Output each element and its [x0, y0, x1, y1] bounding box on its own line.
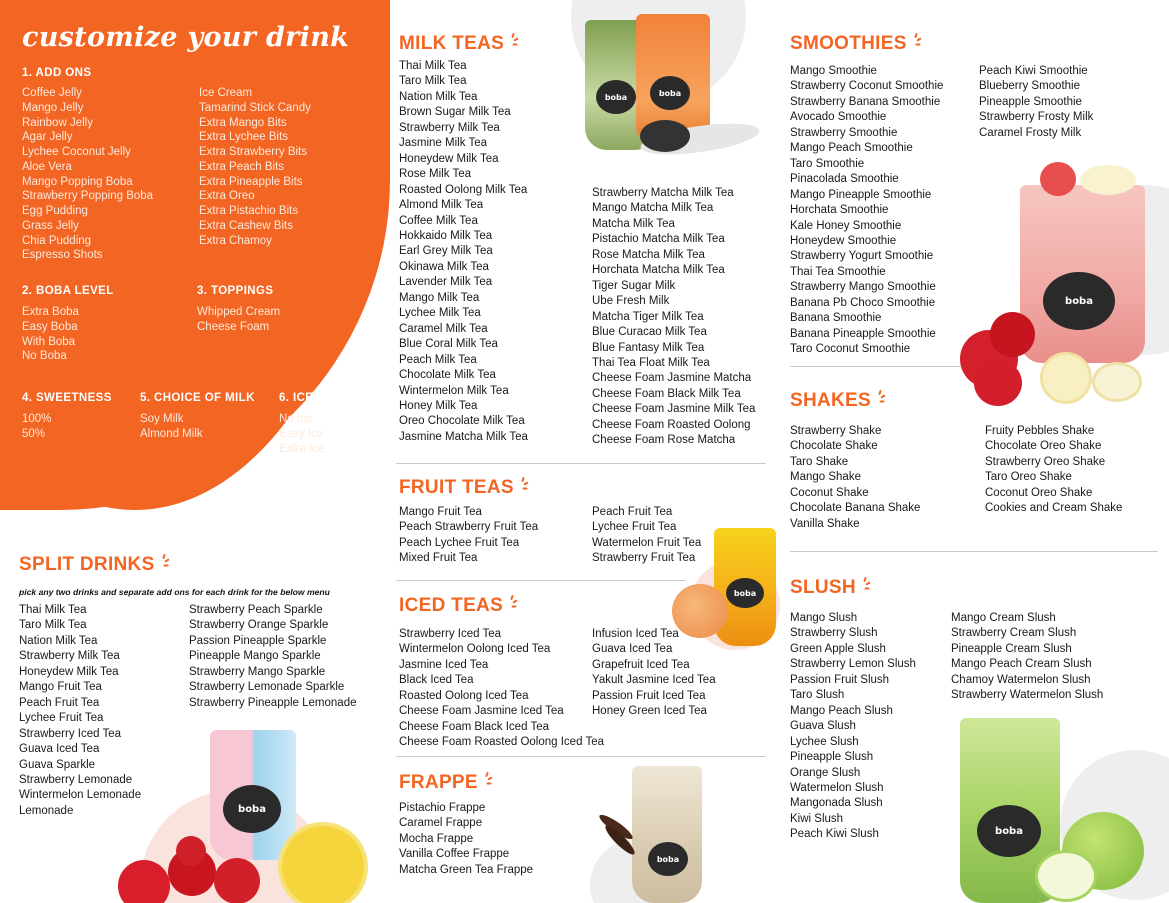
menu-item: Extra Oreo: [199, 190, 255, 203]
menu-item: Strawberry Smoothie: [790, 126, 898, 139]
menu-item: Extra Mango Bits: [199, 116, 287, 129]
menu-item: Nation Milk Tea: [19, 634, 98, 647]
add-ons-list-2: [199, 86, 311, 248]
menu-item: Tiger Sugar Milk: [592, 279, 676, 292]
menu-item: Soy Milk: [140, 413, 184, 425]
menu-item: Strawberry Yogurt Smoothie: [790, 250, 934, 263]
menu-item: Taro Milk Tea: [399, 75, 467, 88]
milk-teas-title: MILK TEAS: [399, 33, 505, 54]
apple-slice-photo: [1035, 850, 1097, 902]
menu-item: Matcha Green Tea Frappe: [399, 863, 534, 876]
menu-item: Mango Fruit Tea: [399, 506, 482, 518]
shakes-title: SHAKES: [790, 390, 871, 411]
split-drinks-heading: [19, 554, 169, 576]
strawberry-photo: [176, 836, 206, 866]
ice-list: [279, 412, 324, 456]
iced-teas-title: ICED TEAS: [399, 595, 504, 616]
menu-item: Strawberry Shake: [790, 425, 882, 437]
milk-teas-heading: [399, 33, 518, 55]
menu-item: Strawberry Lemonade: [19, 773, 133, 786]
menu-item: Extra Pistachio Bits: [199, 205, 299, 217]
milk-teas-list-1: [399, 59, 528, 445]
sparkle-icon: [858, 577, 870, 591]
menu-item: Blueberry Smoothie: [979, 80, 1080, 93]
slush-heading: [790, 577, 870, 599]
menu-item: Strawberry Orange Sparkle: [189, 619, 329, 632]
frappe-cup-photo: [632, 766, 702, 903]
iced-teas-list-1: [399, 627, 604, 751]
menu-item: Lemonade: [19, 804, 74, 817]
menu-item: Lychee Fruit Tea: [19, 712, 104, 725]
menu-item: Passion Fruit Iced Tea: [592, 689, 706, 702]
toppings-heading: 3. TOPPINGS: [197, 285, 274, 297]
boba-nation-logo: boba: [1043, 272, 1115, 330]
strawberry-photo: [118, 860, 170, 903]
menu-item: Thai Tea Float Milk Tea: [592, 356, 710, 369]
menu-item: Mango Smoothie: [790, 65, 877, 77]
boba-nation-logo: boba: [648, 842, 688, 876]
sweetness-heading: 4. SWEETNESS: [22, 392, 112, 404]
menu-item: Ube Fresh Milk: [592, 295, 670, 308]
smoothies-list-1: [790, 64, 943, 358]
menu-item: Mango Peach Smoothie: [790, 142, 913, 155]
menu-item: Chamoy Watermelon Slush: [951, 673, 1091, 686]
menu-item: Strawberry Oreo Shake: [985, 455, 1106, 468]
sparkle-icon: [157, 554, 169, 568]
menu-item: 50%: [22, 427, 46, 440]
menu-item: Taro Milk Tea: [19, 619, 87, 632]
menu-item: Caramel Frosty Milk: [979, 126, 1082, 139]
slush-title: SLUSH: [790, 577, 856, 598]
menu-item: Guava Iced Tea: [592, 643, 673, 656]
menu-item: Kale Honey Smoothie: [790, 219, 902, 232]
menu-item: Horchata Smoothie: [790, 204, 889, 217]
add-ons-heading: 1. ADD ONS: [22, 67, 92, 79]
menu-item: Peach Fruit Tea: [19, 696, 100, 709]
smoothies-heading: [790, 33, 921, 55]
menu-item: Taro Coconut Smoothie: [790, 343, 911, 356]
boba-nation-logo: boba: [596, 80, 636, 114]
menu-item: Vanilla Coffee Frappe: [399, 848, 510, 861]
boba-nation-logo: boba: [726, 578, 764, 608]
menu-item: Wintermelon Oolong Iced Tea: [399, 643, 551, 656]
menu-item: Avocado Smoothie: [790, 111, 887, 124]
menu-item: Peach Kiwi Smoothie: [979, 65, 1088, 77]
menu-item: Strawberry Slush: [790, 627, 878, 640]
menu-item: Taro Shake: [790, 455, 849, 468]
add-ons-list-1: [22, 86, 153, 263]
menu-item: Cheese Foam Roasted Oolong: [592, 418, 751, 431]
menu-item: Black Iced Tea: [399, 674, 474, 687]
section-divider: [396, 756, 766, 757]
frappe-heading: [399, 772, 492, 794]
menu-item: Vanilla Shake: [790, 517, 860, 530]
menu-item: Strawberry Mango Sparkle: [189, 665, 326, 678]
menu-item: Strawberry Milk Tea: [19, 650, 120, 663]
shakes-heading: [790, 390, 885, 412]
strawberry-photo: [214, 858, 260, 903]
shakes-list-2: [985, 424, 1122, 517]
menu-item: Pineapple Slush: [790, 751, 874, 764]
slush-list-1: [790, 611, 916, 843]
menu-item: Brown Sugar Milk Tea: [399, 106, 511, 119]
menu-item: Matcha Milk Tea: [592, 217, 675, 230]
menu-item: Rainbow Jelly: [22, 116, 93, 129]
menu-item: Almond Milk Tea: [399, 199, 484, 212]
menu-item: Wintermelon Milk Tea: [399, 384, 509, 397]
menu-item: Peach Strawberry Fruit Tea: [399, 521, 539, 534]
section-divider: [396, 580, 686, 581]
menu-item: Whipped Cream: [197, 306, 281, 318]
menu-item: Chocolate Oreo Shake: [985, 440, 1102, 453]
menu-item: Roasted Oolong Iced Tea: [399, 689, 529, 702]
menu-item: Peach Lychee Fruit Tea: [399, 536, 520, 549]
menu-item: Egg Pudding: [22, 205, 88, 217]
menu-item: Taro Slush: [790, 689, 845, 702]
menu-item: Peach Kiwi Slush: [790, 828, 879, 841]
menu-item: Caramel Milk Tea: [399, 322, 488, 335]
milk-choice-heading: 5. CHOICE OF MILK: [140, 392, 255, 404]
menu-item: Guava Iced Tea: [19, 743, 100, 756]
boba-nation-logo: boba: [223, 785, 281, 833]
menu-item: Jasmine Iced Tea: [399, 658, 489, 671]
menu-item: Strawberry Milk Tea: [399, 121, 500, 134]
menu-item: No Boba: [22, 350, 67, 363]
menu-item: Thai Milk Tea: [399, 60, 467, 72]
menu-item: Strawberry Lemonade Sparkle: [189, 681, 345, 694]
menu-item: Cheese Foam Black Milk Tea: [592, 387, 741, 400]
menu-item: Extra Lychee Bits: [199, 131, 289, 144]
menu-item: Honey Green Iced Tea: [592, 705, 707, 718]
menu-item: Pineapple Mango Sparkle: [189, 650, 321, 663]
strawberry-photo: [990, 312, 1035, 357]
boba-level-list: [22, 305, 79, 364]
menu-item: Wintermelon Lemonade: [19, 789, 142, 802]
menu-item: Pinacolada Smoothie: [790, 173, 899, 186]
menu-item: Mocha Frappe: [399, 832, 474, 845]
sparkle-icon: [909, 33, 921, 47]
milk-teas-list-2: [592, 186, 755, 449]
sweetness-list: [22, 412, 51, 442]
sparkle-icon: [480, 772, 492, 786]
menu-item: Extra Ice: [279, 442, 325, 455]
menu-item: Peach Fruit Tea: [592, 506, 673, 518]
menu-item: Strawberry Iced Tea: [19, 727, 122, 740]
menu-item: Easy Ice: [279, 427, 324, 440]
boba-nation-logo: boba: [977, 805, 1041, 857]
split-drinks-list-1: [19, 603, 141, 819]
menu-item: Chocolate Milk Tea: [399, 369, 496, 382]
menu-item: Hokkaido Milk Tea: [399, 229, 493, 242]
menu-item: Thai Milk Tea: [19, 604, 87, 616]
fruit-teas-list-2: [592, 505, 701, 567]
menu-item: Cheese Foam Jasmine Iced Tea: [399, 705, 564, 718]
menu-item: Green Apple Slush: [790, 642, 886, 655]
smoothies-list-2: [979, 64, 1093, 141]
menu-item: Mango Jelly: [22, 101, 84, 114]
boba-level-heading: 2. BOBA LEVEL: [22, 285, 114, 297]
menu-item: Lychee Coconut Jelly: [22, 146, 131, 158]
menu-item: Banana Smoothie: [790, 312, 882, 325]
menu-item: Espresso Shots: [22, 249, 103, 262]
menu-item: Tamarind Stick Candy: [199, 101, 311, 114]
menu-item: Infusion Iced Tea: [592, 628, 679, 640]
menu-item: Taro Smoothie: [790, 157, 865, 170]
menu-item: Grapefruit Iced Tea: [592, 658, 690, 671]
menu-item: Strawberry Pineapple Lemonade: [189, 696, 357, 709]
iced-teas-list-2: [592, 627, 716, 720]
menu-item: Cookies and Cream Shake: [985, 502, 1123, 515]
section-divider: [790, 551, 1158, 552]
fruit-teas-heading: [399, 477, 528, 499]
menu-item: Strawberry Iced Tea: [399, 628, 502, 640]
menu-item: Matcha Tiger Milk Tea: [592, 310, 704, 323]
menu-item: Strawberry Coconut Smoothie: [790, 80, 944, 93]
menu-item: Cheese Foam Jasmine Milk Tea: [592, 403, 756, 416]
toppings-list: [197, 305, 280, 335]
menu-item: Strawberry Peach Sparkle: [189, 604, 323, 616]
menu-item: Oreo Chocolate Milk Tea: [399, 415, 525, 428]
menu-item: Nation Milk Tea: [399, 90, 478, 103]
boba-pearls-photo: [640, 120, 690, 152]
split-drinks-list-2: [189, 603, 357, 711]
menu-item: Strawberry Frosty Milk: [979, 111, 1094, 124]
menu-item: Lychee Fruit Tea: [592, 521, 677, 534]
fruit-teas-title: FRUIT TEAS: [399, 477, 514, 498]
menu-item: Roasted Oolong Milk Tea: [399, 183, 528, 196]
menu-item: 100%: [22, 413, 52, 425]
menu-item: Strawberry Banana Smoothie: [790, 95, 941, 108]
menu-item: Cheese Foam Rose Matcha: [592, 434, 736, 447]
menu-item: Strawberry Lemon Slush: [790, 658, 916, 671]
menu-item: Extra Pineapple Bits: [199, 175, 303, 188]
milk-choice-list: [140, 412, 203, 442]
menu-item: Lavender Milk Tea: [399, 276, 493, 289]
split-drinks-note: pick any two drinks and separate add ons for each drink for the below menu: [19, 587, 330, 597]
menu-item: Mixed Fruit Tea: [399, 552, 478, 565]
iced-teas-heading: [399, 595, 517, 617]
menu-item: Jasmine Matcha Milk Tea: [399, 430, 528, 443]
menu-item: Aloe Vera: [22, 160, 72, 173]
menu-item: Extra Chamoy: [199, 234, 272, 247]
menu-item: Blue Coral Milk Tea: [399, 338, 498, 351]
menu-item: Mango Peach Slush: [790, 704, 893, 717]
menu-item: Extra Strawberry Bits: [199, 146, 307, 158]
menu-item: Strawberry Cream Slush: [951, 627, 1077, 640]
menu-item: Blue Curacao Milk Tea: [592, 326, 707, 339]
menu-item: Extra Peach Bits: [199, 160, 285, 173]
menu-item: Banana Pb Choco Smoothie: [790, 296, 936, 309]
menu-item: Pineapple Smoothie: [979, 95, 1082, 108]
menu-item: Mango Cream Slush: [951, 612, 1056, 624]
menu-item: Caramel Frappe: [399, 817, 483, 830]
menu-item: Mango Pineapple Smoothie: [790, 188, 932, 201]
boba-nation-logo: boba: [650, 76, 690, 110]
menu-item: Rose Matcha Milk Tea: [592, 248, 705, 261]
menu-item: Honeydew Smoothie: [790, 234, 897, 247]
sparkle-icon: [516, 477, 528, 491]
menu-item: Chocolate Shake: [790, 440, 878, 453]
menu-item: Passion Pineapple Sparkle: [189, 634, 327, 647]
menu-item: Fruity Pebbles Shake: [985, 425, 1095, 437]
menu-item: Strawberry Watermelon Slush: [951, 689, 1104, 702]
section-divider: [396, 463, 766, 464]
menu-item: Ice Cream: [199, 87, 253, 99]
menu-item: Guava Slush: [790, 720, 856, 733]
shakes-list-1: [790, 424, 920, 532]
menu-item: Peach Milk Tea: [399, 353, 477, 366]
menu-item: Strawberry Fruit Tea: [592, 552, 696, 565]
menu-item: Banana Pineapple Smoothie: [790, 327, 936, 340]
menu-item: Grass Jelly: [22, 219, 79, 232]
sparkle-icon: [873, 390, 885, 404]
smoothies-title: SMOOTHIES: [790, 33, 907, 54]
menu-item: Agar Jelly: [22, 131, 73, 144]
menu-item: Kiwi Slush: [790, 812, 844, 825]
menu-item: Honey Milk Tea: [399, 399, 478, 412]
menu-item: Honeydew Milk Tea: [399, 152, 499, 165]
menu-item: Yakult Jasmine Iced Tea: [592, 674, 716, 687]
menu-item: Easy Boba: [22, 320, 78, 333]
menu-item: Extra Boba: [22, 306, 79, 318]
menu-item: Watermelon Slush: [790, 781, 884, 794]
menu-item: Pistachio Frappe: [399, 802, 486, 814]
menu-item: Passion Fruit Slush: [790, 673, 890, 686]
strawberry-photo: [974, 360, 1022, 406]
menu-item: Coffee Milk Tea: [399, 214, 478, 227]
menu-item: Honeydew Milk Tea: [19, 665, 119, 678]
menu-item: Cheese Foam Black Iced Tea: [399, 720, 550, 733]
strawberry-photo: [1040, 162, 1076, 196]
menu-item: With Boba: [22, 335, 76, 348]
menu-item: Mango Matcha Milk Tea: [592, 202, 714, 215]
sparkle-icon: [506, 33, 518, 47]
menu-item: Orange Slush: [790, 766, 861, 779]
menu-item: Rose Milk Tea: [399, 168, 472, 181]
menu-item: No Ice: [279, 413, 313, 425]
banana-slice-photo: [1040, 352, 1092, 404]
menu-item: Pistachio Matcha Milk Tea: [592, 233, 725, 246]
menu-item: Mango Slush: [790, 612, 858, 624]
menu-item: Extra Cashew Bits: [199, 219, 293, 232]
menu-item: Mango Milk Tea: [399, 291, 480, 304]
menu-item: Chocolate Banana Shake: [790, 502, 921, 515]
menu-item: Mango Shake: [790, 471, 861, 484]
frappe-list: [399, 801, 533, 878]
menu-item: Coconut Oreo Shake: [985, 486, 1093, 499]
ice-heading: 6. ICE: [279, 392, 314, 404]
customize-title: customize your drink: [22, 22, 350, 53]
menu-item: Mango Fruit Tea: [19, 681, 102, 694]
fruit-teas-list-1: [399, 505, 538, 567]
sparkle-icon: [505, 595, 517, 609]
menu-item: Pineapple Cream Slush: [951, 642, 1072, 655]
menu-item: Earl Grey Milk Tea: [399, 245, 493, 258]
banana-photo: [1080, 165, 1136, 195]
menu-item: Cheese Foam: [197, 320, 270, 333]
menu-item: Mango Popping Boba: [22, 175, 133, 188]
banana-slice-photo: [1092, 362, 1142, 402]
menu-item: Horchata Matcha Milk Tea: [592, 264, 725, 277]
menu-item: Cheese Foam Jasmine Matcha: [592, 372, 752, 385]
lemon-photo: [278, 822, 368, 903]
menu-item: Strawberry Matcha Milk Tea: [592, 187, 734, 199]
menu-item: Thai Tea Smoothie: [790, 265, 886, 278]
menu-item: Mangonada Slush: [790, 797, 883, 810]
menu-item: Strawberry Mango Smoothie: [790, 281, 936, 294]
menu-item: Watermelon Fruit Tea: [592, 536, 702, 549]
menu-item: Coffee Jelly: [22, 87, 82, 99]
menu-item: Blue Fantasy Milk Tea: [592, 341, 705, 354]
menu-item: Guava Sparkle: [19, 758, 96, 771]
slush-list-2: [951, 611, 1103, 704]
menu-item: Almond Milk: [140, 427, 203, 440]
menu-item: Lychee Slush: [790, 735, 859, 748]
menu-item: Cheese Foam Roasted Oolong Iced Tea: [399, 736, 604, 749]
frappe-title: FRAPPE: [399, 772, 478, 793]
menu-item: Strawberry Popping Boba: [22, 190, 154, 203]
menu-item: Coconut Shake: [790, 486, 869, 499]
menu-item: Jasmine Milk Tea: [399, 137, 487, 150]
menu-item: Okinawa Milk Tea: [399, 260, 489, 273]
menu-item: Taro Oreo Shake: [985, 471, 1072, 484]
split-drinks-title: SPLIT DRINKS: [19, 554, 155, 575]
menu-item: Mango Peach Cream Slush: [951, 658, 1092, 671]
menu-item: Chia Pudding: [22, 234, 92, 247]
menu-item: Lychee Milk Tea: [399, 307, 481, 320]
